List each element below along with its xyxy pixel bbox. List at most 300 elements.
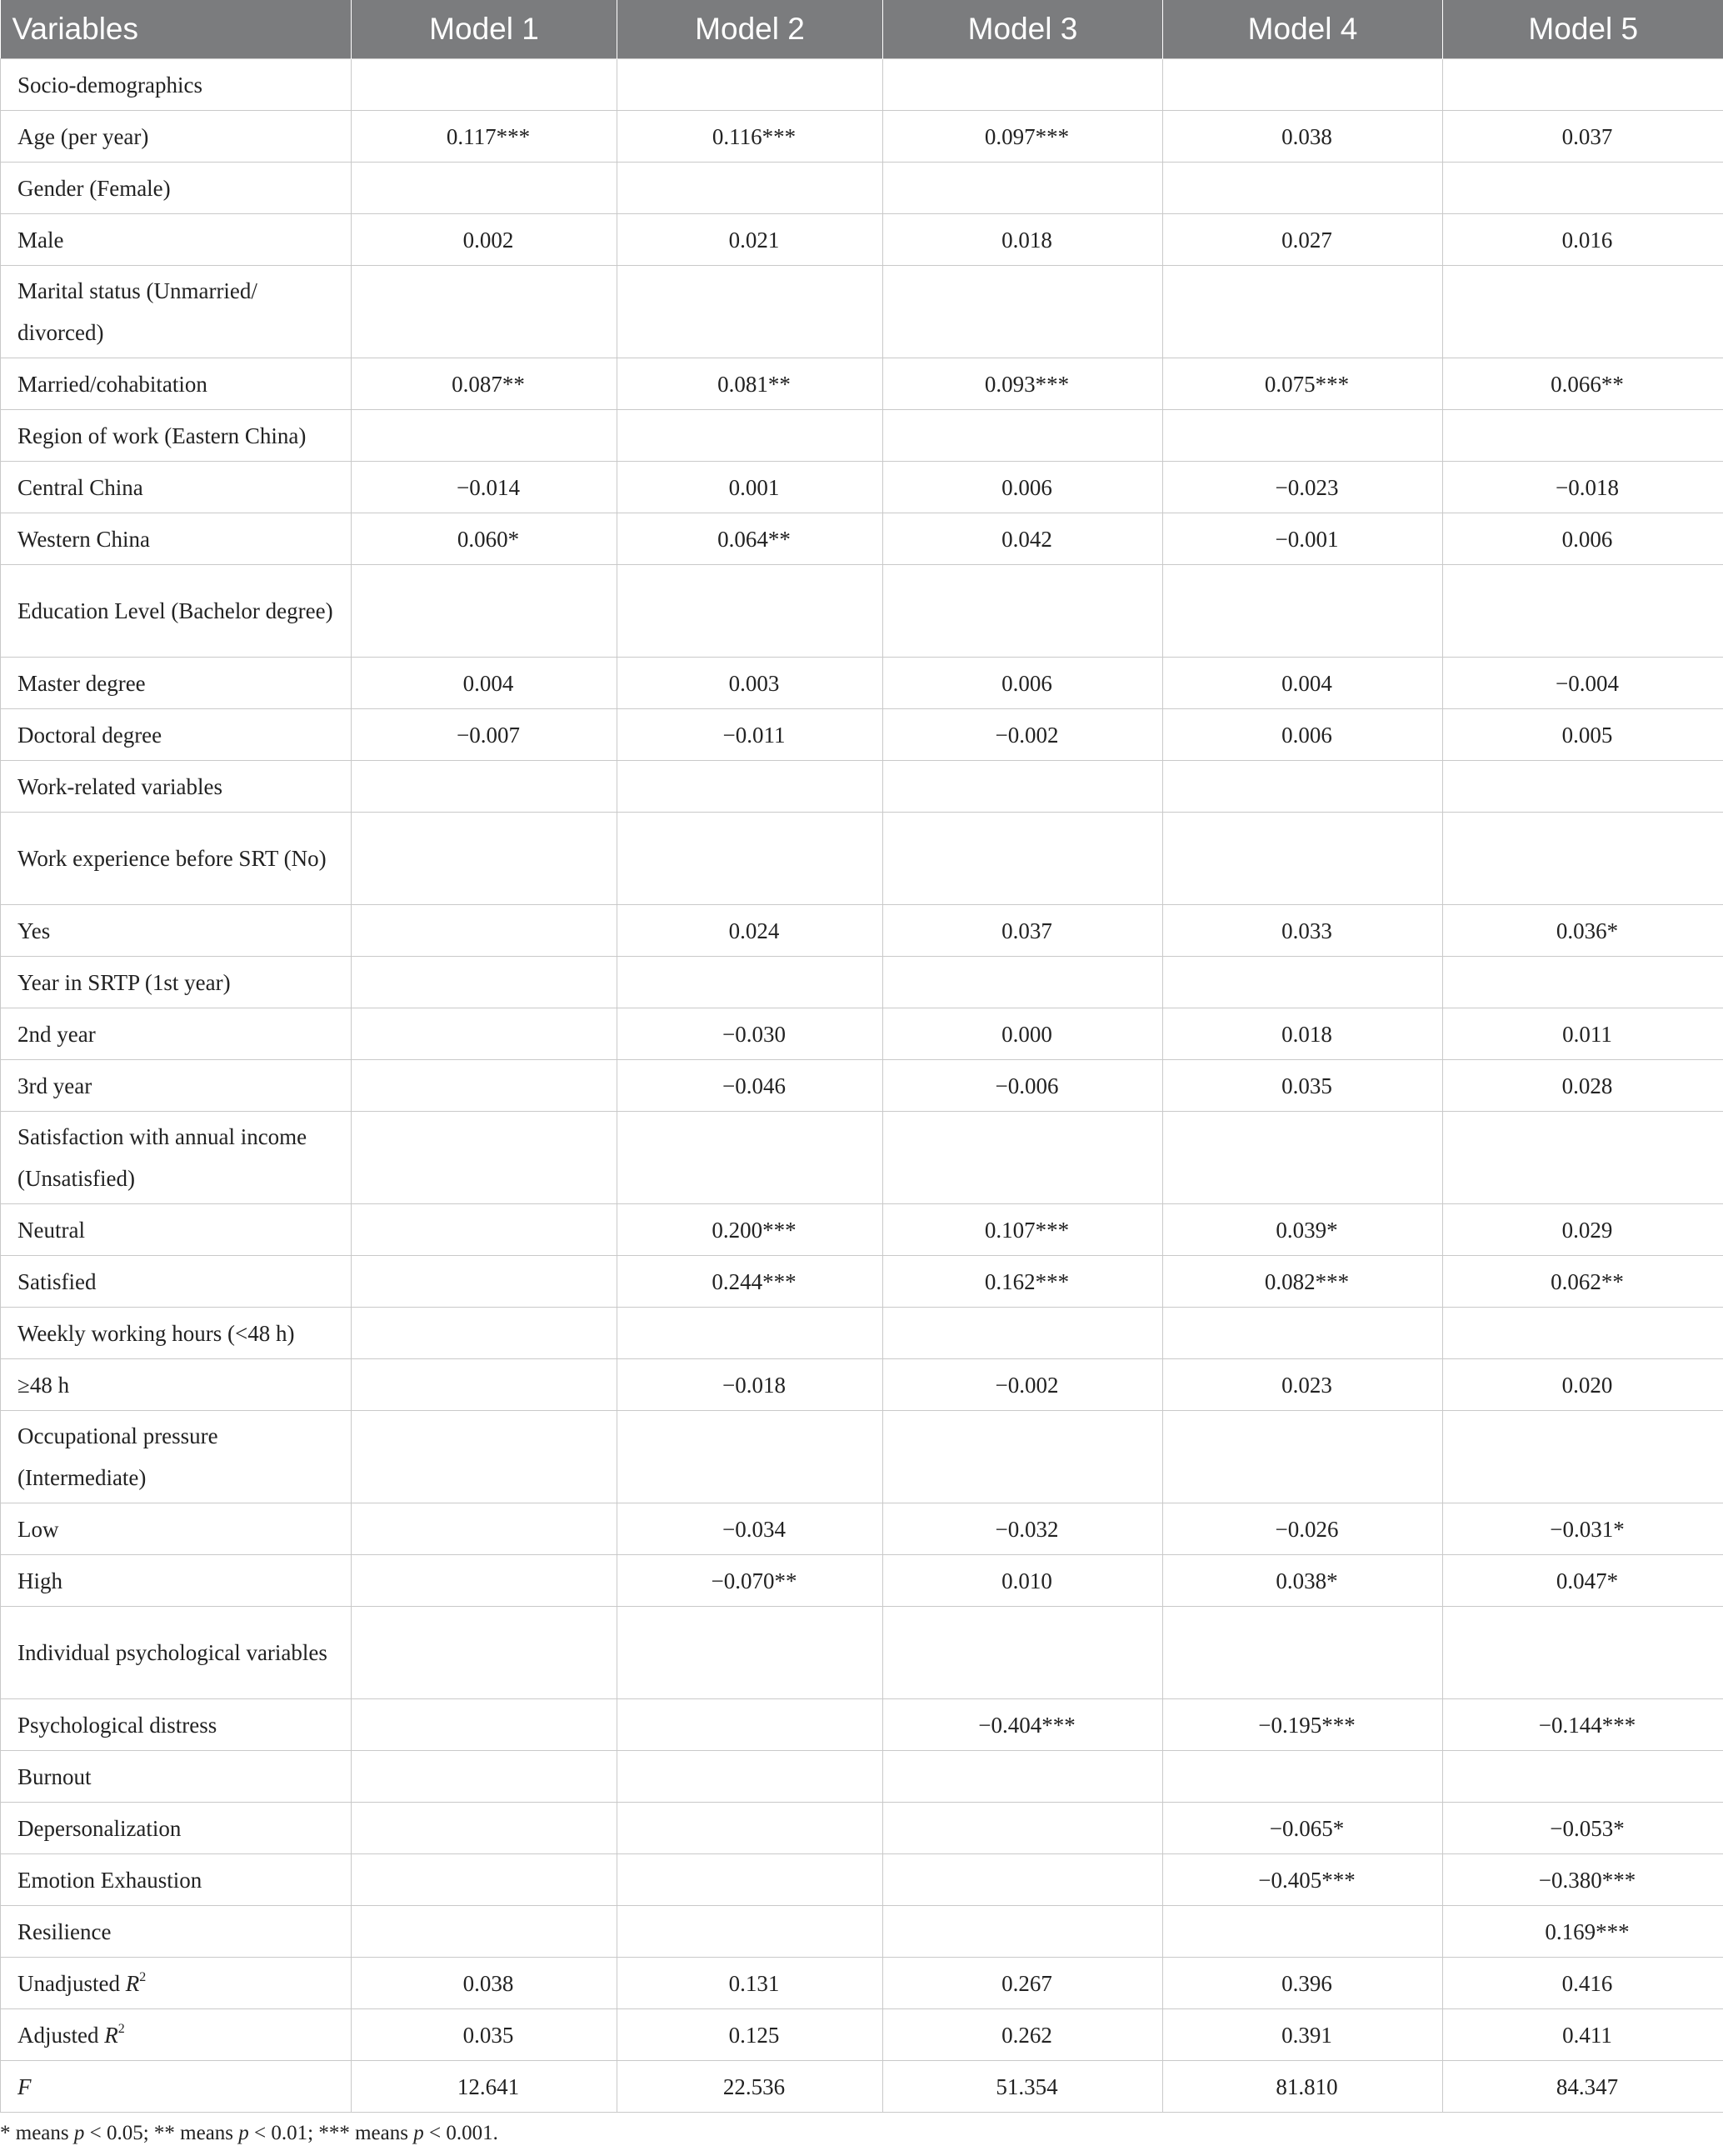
row-label-text: Married/cohabitation — [17, 371, 207, 397]
cell-model-2: 0.021 — [617, 214, 883, 266]
cell-model-4: −0.023 — [1163, 462, 1443, 513]
row-label — [1, 1699, 352, 1751]
cell-model-4 — [1163, 813, 1443, 905]
cell-model-3 — [883, 1411, 1163, 1503]
cell-model-3: −0.006 — [883, 1060, 1163, 1112]
cell-model-4: 0.033 — [1163, 905, 1443, 957]
table-row — [1, 957, 1723, 1008]
table-row — [1, 813, 1723, 905]
row-label — [1, 2061, 352, 2113]
row-label — [1, 410, 352, 462]
cell-model-2: −0.011 — [617, 709, 883, 761]
table-row — [1, 358, 1723, 410]
row-label-text: 2nd year — [17, 1021, 96, 1047]
cell-model-1: 0.060* — [352, 513, 617, 565]
table-row — [1, 1906, 1723, 1958]
cell-model-1 — [352, 1060, 617, 1112]
row-label — [1, 905, 352, 957]
table-row — [1, 1503, 1723, 1555]
cell-model-3 — [883, 1906, 1163, 1958]
table-row — [1, 1751, 1723, 1803]
table-footnote — [0, 2122, 498, 2145]
cell-model-4: 0.391 — [1163, 2009, 1443, 2061]
row-label — [1, 358, 352, 410]
row-label-text: Western China — [17, 526, 151, 552]
cell-model-1: 0.002 — [352, 214, 617, 266]
row-label — [1, 266, 352, 358]
row-label-text: Year in SRTP (1st year) — [17, 969, 231, 995]
table-row — [1, 1060, 1723, 1112]
cell-model-2: −0.030 — [617, 1008, 883, 1060]
cell-model-5: 84.347 — [1443, 2061, 1723, 2113]
cell-model-5: 0.169*** — [1443, 1906, 1723, 1958]
table-row — [1, 214, 1723, 266]
cell-model-2: 22.536 — [617, 2061, 883, 2113]
row-label-text: Socio-demographics — [17, 72, 202, 98]
row-label — [1, 163, 352, 214]
cell-model-1: −0.014 — [352, 462, 617, 513]
cell-model-4: 0.075*** — [1163, 358, 1443, 410]
table-row — [1, 111, 1723, 163]
table-row — [1, 709, 1723, 761]
cell-model-1 — [352, 1256, 617, 1308]
cell-model-1 — [352, 1308, 617, 1359]
row-label — [1, 761, 352, 813]
footnote-p-3: p — [413, 2122, 424, 2144]
cell-model-5: −0.031* — [1443, 1503, 1723, 1555]
cell-model-3 — [883, 761, 1163, 813]
cell-model-2: 0.081** — [617, 358, 883, 410]
cell-model-1 — [352, 59, 617, 111]
cell-model-4 — [1163, 266, 1443, 358]
cell-model-3 — [883, 1112, 1163, 1204]
table-row — [1, 59, 1723, 111]
cell-model-2 — [617, 266, 883, 358]
cell-model-1 — [352, 1411, 617, 1503]
cell-model-2 — [617, 957, 883, 1008]
row-label-text: Education Level (Bachelor degree) — [17, 598, 333, 623]
cell-model-1 — [352, 1359, 617, 1411]
row-label-text: Work experience before SRT (No) — [17, 846, 327, 871]
cell-model-1: 0.004 — [352, 658, 617, 709]
table-row — [1, 565, 1723, 658]
cell-model-4 — [1163, 1607, 1443, 1699]
cell-model-4 — [1163, 163, 1443, 214]
cell-model-4 — [1163, 1906, 1443, 1958]
table-row — [1, 1411, 1723, 1503]
cell-model-2 — [617, 1751, 883, 1803]
cell-model-3: −0.404*** — [883, 1699, 1163, 1751]
table-row — [1, 1359, 1723, 1411]
cell-model-3 — [883, 813, 1163, 905]
row-label — [1, 1359, 352, 1411]
cell-model-5: 0.029 — [1443, 1204, 1723, 1256]
cell-model-5 — [1443, 813, 1723, 905]
cell-model-5: 0.036* — [1443, 905, 1723, 957]
cell-model-4 — [1163, 1308, 1443, 1359]
row-label — [1, 1958, 352, 2009]
row-label-text: Yes — [17, 918, 51, 943]
row-label — [1, 1803, 352, 1854]
cell-model-4 — [1163, 1411, 1443, 1503]
footnote-lead-3: *** means — [318, 2122, 414, 2144]
table-row — [1, 462, 1723, 513]
table-row — [1, 905, 1723, 957]
cell-model-5 — [1443, 59, 1723, 111]
cell-model-5: 0.411 — [1443, 2009, 1723, 2061]
cell-model-2 — [617, 1699, 883, 1751]
cell-model-2: −0.070** — [617, 1555, 883, 1607]
table-row — [1, 761, 1723, 813]
cell-model-1: 0.087** — [352, 358, 617, 410]
row-label — [1, 1555, 352, 1607]
cell-model-2: 0.024 — [617, 905, 883, 957]
row-label — [1, 1204, 352, 1256]
cell-model-3 — [883, 410, 1163, 462]
cell-model-2 — [617, 1112, 883, 1204]
cell-model-1 — [352, 565, 617, 658]
cell-model-5 — [1443, 565, 1723, 658]
row-label-variable: R — [104, 2022, 118, 2048]
cell-model-5 — [1443, 163, 1723, 214]
table-row — [1, 1308, 1723, 1359]
row-label-text: Region of work (Eastern China) — [17, 423, 307, 448]
cell-model-3: 0.010 — [883, 1555, 1163, 1607]
row-label-text: Unadjusted — [17, 1970, 120, 1996]
cell-model-2 — [617, 565, 883, 658]
cell-model-3: 0.107*** — [883, 1204, 1163, 1256]
cell-model-4: −0.195*** — [1163, 1699, 1443, 1751]
row-label-text: Weekly working hours (<48 h) — [17, 1320, 295, 1346]
footnote-p-2: p — [238, 2122, 249, 2144]
cell-model-4: −0.026 — [1163, 1503, 1443, 1555]
cell-model-2: 0.064** — [617, 513, 883, 565]
cell-model-5: −0.004 — [1443, 658, 1723, 709]
cell-model-5: −0.380*** — [1443, 1854, 1723, 1906]
header-model-3: Model 3 — [883, 0, 1163, 59]
cell-model-2: 0.125 — [617, 2009, 883, 2061]
row-label — [1, 214, 352, 266]
cell-model-5 — [1443, 1411, 1723, 1503]
footnote-threshold-1: < 0.05; — [84, 2122, 154, 2144]
row-label-text: Depersonalization — [17, 1815, 182, 1841]
cell-model-2 — [617, 59, 883, 111]
cell-model-3 — [883, 1854, 1163, 1906]
cell-model-4 — [1163, 1751, 1443, 1803]
row-label-text: Gender (Female) — [17, 175, 171, 201]
row-label-text: Psychological distress — [17, 1712, 217, 1738]
cell-model-2 — [617, 1854, 883, 1906]
cell-model-2: 0.244*** — [617, 1256, 883, 1308]
cell-model-3 — [883, 163, 1163, 214]
cell-model-5 — [1443, 1308, 1723, 1359]
cell-model-2: −0.034 — [617, 1503, 883, 1555]
row-label — [1, 658, 352, 709]
cell-model-5 — [1443, 1112, 1723, 1204]
table-row — [1, 163, 1723, 214]
cell-model-4 — [1163, 1112, 1443, 1204]
cell-model-5: 0.016 — [1443, 214, 1723, 266]
cell-model-3: 51.354 — [883, 2061, 1163, 2113]
cell-model-4 — [1163, 957, 1443, 1008]
row-label-text: Master degree — [17, 670, 146, 696]
cell-model-5 — [1443, 266, 1723, 358]
row-label-superscript: 2 — [139, 1969, 147, 1984]
table-row — [1, 2061, 1723, 2113]
row-label-text: Adjusted — [17, 2022, 99, 2048]
cell-model-5: 0.416 — [1443, 1958, 1723, 2009]
table-row — [1, 266, 1723, 358]
row-label — [1, 513, 352, 565]
cell-model-3: 0.093*** — [883, 358, 1163, 410]
cell-model-1: −0.007 — [352, 709, 617, 761]
cell-model-5 — [1443, 410, 1723, 462]
cell-model-4: −0.065* — [1163, 1803, 1443, 1854]
row-label — [1, 1256, 352, 1308]
row-label-text: Satisfied — [17, 1268, 97, 1294]
row-label-text: Emotion Exhaustion — [17, 1867, 202, 1893]
cell-model-3: −0.002 — [883, 709, 1163, 761]
cell-model-1 — [352, 1854, 617, 1906]
cell-model-1 — [352, 163, 617, 214]
table-row — [1, 658, 1723, 709]
cell-model-1: 0.035 — [352, 2009, 617, 2061]
row-label — [1, 1503, 352, 1555]
cell-model-3 — [883, 59, 1163, 111]
cell-model-2: 0.131 — [617, 1958, 883, 2009]
cell-model-2 — [617, 1411, 883, 1503]
row-label-text: Doctoral degree — [17, 722, 162, 748]
cell-model-2 — [617, 813, 883, 905]
row-label — [1, 1060, 352, 1112]
table-row — [1, 1699, 1723, 1751]
row-label — [1, 1607, 352, 1699]
cell-model-5: 0.062** — [1443, 1256, 1723, 1308]
cell-model-2: 0.200*** — [617, 1204, 883, 1256]
cell-model-2 — [617, 1607, 883, 1699]
cell-model-4 — [1163, 565, 1443, 658]
table-row — [1, 1112, 1723, 1204]
cell-model-2: −0.018 — [617, 1359, 883, 1411]
cell-model-1 — [352, 1112, 617, 1204]
cell-model-3 — [883, 266, 1163, 358]
row-label-text: Resilience — [17, 1918, 112, 1944]
cell-model-3: 0.006 — [883, 658, 1163, 709]
cell-model-2: −0.046 — [617, 1060, 883, 1112]
row-label-text: Neutral — [17, 1217, 85, 1243]
cell-model-3: −0.032 — [883, 1503, 1163, 1555]
header-model-4: Model 4 — [1163, 0, 1443, 59]
cell-model-3: 0.162*** — [883, 1256, 1163, 1308]
row-label-text: Low — [17, 1516, 59, 1542]
cell-model-1 — [352, 761, 617, 813]
cell-model-1 — [352, 410, 617, 462]
cell-model-5: 0.006 — [1443, 513, 1723, 565]
cell-model-1: 0.117*** — [352, 111, 617, 163]
cell-model-2 — [617, 410, 883, 462]
cell-model-3 — [883, 1803, 1163, 1854]
cell-model-1 — [352, 1751, 617, 1803]
cell-model-1 — [352, 1607, 617, 1699]
cell-model-4: 0.038 — [1163, 111, 1443, 163]
row-label — [1, 565, 352, 658]
table-row — [1, 1607, 1723, 1699]
header-model-5: Model 5 — [1443, 0, 1723, 59]
cell-model-3: 0.262 — [883, 2009, 1163, 2061]
cell-model-4: 81.810 — [1163, 2061, 1443, 2113]
header-model-1: Model 1 — [352, 0, 617, 59]
cell-model-3: 0.097*** — [883, 111, 1163, 163]
cell-model-4: 0.018 — [1163, 1008, 1443, 1060]
cell-model-1 — [352, 1699, 617, 1751]
cell-model-4: −0.001 — [1163, 513, 1443, 565]
table-row — [1, 1555, 1723, 1607]
cell-model-4: 0.396 — [1163, 1958, 1443, 2009]
cell-model-4: −0.405*** — [1163, 1854, 1443, 1906]
cell-model-5: 0.037 — [1443, 111, 1723, 163]
table-row — [1, 1204, 1723, 1256]
cell-model-1 — [352, 1803, 617, 1854]
table-row — [1, 1958, 1723, 2009]
cell-model-1 — [352, 1555, 617, 1607]
cell-model-1: 0.038 — [352, 1958, 617, 2009]
cell-model-2: 0.001 — [617, 462, 883, 513]
cell-model-3 — [883, 1751, 1163, 1803]
row-label-text: Work-related variables — [17, 773, 222, 799]
cell-model-4: 0.038* — [1163, 1555, 1443, 1607]
table-row — [1, 1256, 1723, 1308]
row-label-text: Burnout — [17, 1763, 92, 1789]
cell-model-4: 0.006 — [1163, 709, 1443, 761]
row-label-superscript: 2 — [117, 2021, 125, 2036]
cell-model-1 — [352, 957, 617, 1008]
cell-model-3: 0.037 — [883, 905, 1163, 957]
row-label — [1, 709, 352, 761]
row-label-text: Marital status (Unmarried/ divorced) — [17, 278, 257, 345]
row-label-text: 3rd year — [17, 1073, 92, 1098]
header-model-2: Model 2 — [617, 0, 883, 59]
row-label — [1, 59, 352, 111]
cell-model-2 — [617, 1906, 883, 1958]
row-label-text: Individual psychological variables — [17, 1640, 327, 1665]
cell-model-5: −0.018 — [1443, 462, 1723, 513]
cell-model-5 — [1443, 1751, 1723, 1803]
row-label — [1, 813, 352, 905]
cell-model-3: 0.267 — [883, 1958, 1163, 2009]
row-label — [1, 957, 352, 1008]
row-label-text: Age (per year) — [17, 123, 149, 149]
cell-model-2 — [617, 761, 883, 813]
cell-model-1 — [352, 1906, 617, 1958]
row-label-text: Central China — [17, 474, 143, 500]
cell-model-3 — [883, 565, 1163, 658]
cell-model-2 — [617, 163, 883, 214]
table-row — [1, 1854, 1723, 1906]
row-label-text: ≥48 h — [17, 1372, 70, 1398]
footnote-lead-1: * means — [0, 2122, 74, 2144]
cell-model-1 — [352, 905, 617, 957]
cell-model-3: 0.006 — [883, 462, 1163, 513]
cell-model-4: 0.039* — [1163, 1204, 1443, 1256]
cell-model-1 — [352, 813, 617, 905]
row-label — [1, 111, 352, 163]
cell-model-3: 0.018 — [883, 214, 1163, 266]
cell-model-1: 12.641 — [352, 2061, 617, 2113]
cell-model-3 — [883, 1308, 1163, 1359]
cell-model-3 — [883, 1607, 1163, 1699]
row-label — [1, 1751, 352, 1803]
cell-model-4: 0.004 — [1163, 658, 1443, 709]
cell-model-3: 0.042 — [883, 513, 1163, 565]
row-label — [1, 1906, 352, 1958]
cell-model-5: 0.047* — [1443, 1555, 1723, 1607]
footnote-p-1: p — [73, 2122, 85, 2144]
row-label-variable: R — [125, 1970, 140, 1996]
row-label — [1, 1112, 352, 1204]
row-label — [1, 1854, 352, 1906]
cell-model-5: −0.144*** — [1443, 1699, 1723, 1751]
row-label-text: High — [17, 1568, 62, 1593]
cell-model-1 — [352, 266, 617, 358]
header-variables: Variables — [1, 0, 352, 59]
row-label — [1, 2009, 352, 2061]
cell-model-2 — [617, 1308, 883, 1359]
cell-model-5: 0.028 — [1443, 1060, 1723, 1112]
cell-model-4: 0.023 — [1163, 1359, 1443, 1411]
cell-model-4: 0.035 — [1163, 1060, 1443, 1112]
cell-model-4 — [1163, 761, 1443, 813]
cell-model-2 — [617, 1803, 883, 1854]
cell-model-2: 0.116*** — [617, 111, 883, 163]
cell-model-5: −0.053* — [1443, 1803, 1723, 1854]
cell-model-3: −0.002 — [883, 1359, 1163, 1411]
row-label-text: Male — [17, 227, 64, 253]
table-row — [1, 410, 1723, 462]
cell-model-4: 0.082*** — [1163, 1256, 1443, 1308]
cell-model-5: 0.066** — [1443, 358, 1723, 410]
table-row — [1, 1803, 1723, 1854]
cell-model-5 — [1443, 761, 1723, 813]
cell-model-3 — [883, 957, 1163, 1008]
footnote-lead-2: ** means — [153, 2122, 239, 2144]
cell-model-5 — [1443, 1607, 1723, 1699]
cell-model-2: 0.003 — [617, 658, 883, 709]
cell-model-4 — [1163, 59, 1443, 111]
cell-model-3: 0.000 — [883, 1008, 1163, 1060]
footnote-threshold-2: < 0.01; — [248, 2122, 319, 2144]
cell-model-4: 0.027 — [1163, 214, 1443, 266]
row-label-variable: F — [17, 2073, 32, 2099]
row-label — [1, 1008, 352, 1060]
row-label-text: Occupational pressure (Intermediate) — [17, 1423, 218, 1490]
cell-model-1 — [352, 1503, 617, 1555]
table-row — [1, 2009, 1723, 2061]
cell-model-5: 0.011 — [1443, 1008, 1723, 1060]
row-label — [1, 462, 352, 513]
table-body — [1, 59, 1723, 2113]
row-label — [1, 1411, 352, 1503]
cell-model-5 — [1443, 957, 1723, 1008]
cell-model-1 — [352, 1204, 617, 1256]
table-row — [1, 513, 1723, 565]
footnote-threshold-3: < 0.001. — [423, 2122, 498, 2144]
table-row — [1, 1008, 1723, 1060]
cell-model-1 — [352, 1008, 617, 1060]
row-label — [1, 1308, 352, 1359]
cell-model-5: 0.005 — [1443, 709, 1723, 761]
cell-model-5: 0.020 — [1443, 1359, 1723, 1411]
cell-model-4 — [1163, 410, 1443, 462]
